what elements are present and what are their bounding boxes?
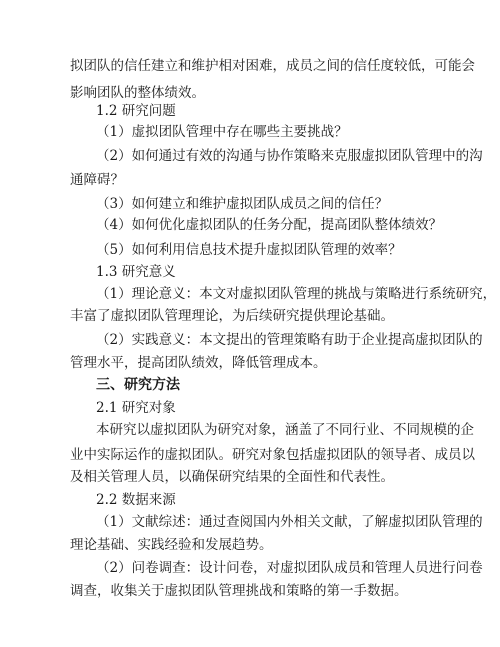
body-text-line: 丰富了虚拟团队管理理论，为后续研究提供理论基础。 <box>70 308 394 324</box>
body-text-line: （1）虚拟团队管理中存在哪些主要挑战？ <box>96 124 348 140</box>
body-text-line: （4）如何优化虚拟团队的任务分配，提高团队整体绩效？ <box>96 217 443 233</box>
section-heading: 三、研究方法 <box>96 377 180 393</box>
subsection-heading: 2.1 研究对象 <box>96 400 176 416</box>
body-text-line: 管理水平，提高团队绩效，降低管理成本。 <box>70 355 327 371</box>
body-text-line: 拟团队的信任建立和维护相对困难，成员之间的信任度较低，可能会 <box>70 58 475 74</box>
subsection-heading: 1.2 研究问题 <box>96 103 176 119</box>
body-text-line: 及相关管理人员，以确保研究结果的全面性和代表性。 <box>70 469 394 485</box>
body-text-line: 理论基础、实践经验和发展趋势。 <box>70 537 273 553</box>
body-text-line: （1）文献综述：通过查阅国内外相关文献，了解虚拟团队管理的 <box>96 514 483 530</box>
subsection-heading: 1.3 研究意义 <box>96 264 176 280</box>
body-text-line: （2）实践意义：本文提出的管理策略有助于企业提高虚拟团队的 <box>96 332 483 348</box>
body-text-line: （5）如何利用信息技术提升虚拟团队管理的效率？ <box>96 242 402 258</box>
body-text-line: （1）理论意义：本文对虚拟团队管理的挑战与策略进行系统研究， <box>96 286 497 302</box>
body-text-line: （2）如何通过有效的沟通与协作策略来克服虚拟团队管理中的沟 <box>96 148 483 164</box>
subsection-heading: 2.2 数据来源 <box>96 492 176 508</box>
body-text-line: 调查，收集关于虚拟团队管理挑战和策略的第一手数据。 <box>70 583 408 599</box>
body-text-line: 通障碍？ <box>70 172 124 188</box>
body-text-line: （3）如何建立和维护虚拟团队成员之间的信任？ <box>96 196 389 212</box>
body-text-line: （2）问卷调查：设计问卷，对虚拟团队成员和管理人员进行问卷 <box>96 560 483 576</box>
body-text-line: 业中实际运作的虚拟团队。研究对象包括虚拟团队的领导者、成员以 <box>70 447 475 463</box>
body-text-line: 影响团队的整体绩效。 <box>70 85 205 101</box>
body-text-line: 本研究以虚拟团队为研究对象，涵盖了不同行业、不同规模的企 <box>96 422 474 438</box>
